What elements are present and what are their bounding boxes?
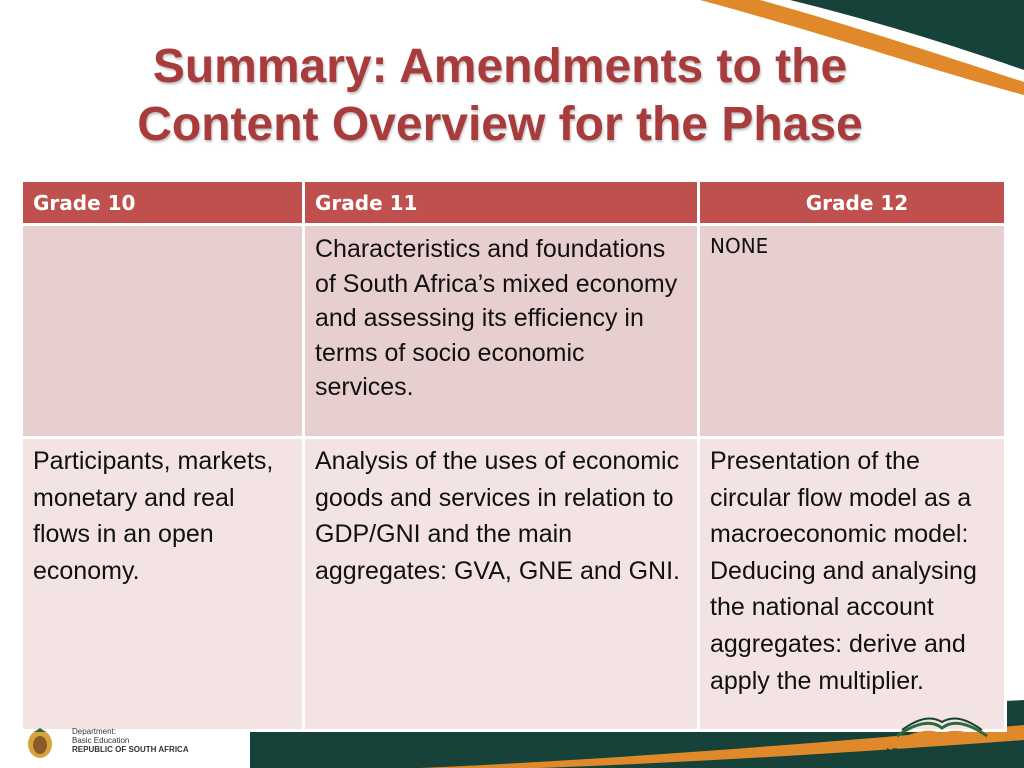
table-cell: NONE <box>699 225 1006 438</box>
table-cell: Characteristics and foundations of South Africa’s mixed economy and assessing its efficiency in terms of socio economic services. <box>304 225 699 438</box>
slide-title <box>40 38 960 154</box>
title-line-1: Summary: Amendments to the <box>152 40 848 93</box>
table-row <box>22 225 1006 438</box>
title-line-2: Content Overview for the Phase <box>137 98 863 151</box>
table-header-row <box>22 181 1006 225</box>
department-name: Department: Basic Education REPUBLIC OF SOUTH AFRICA <box>72 727 189 754</box>
department-logo <box>22 726 222 760</box>
coat-of-arms-icon <box>22 726 58 760</box>
tagline: A Reading Nation is a Leading Nation <box>884 746 1000 766</box>
table-cell: Analysis of the uses of economic goods and services in relation to GDP/GNI and the main aggregates: GVA, GNE and GNI. <box>304 438 699 731</box>
header-grade-11: Grade 11 <box>304 181 699 225</box>
header-grade-10: Grade 10 <box>22 181 304 225</box>
header-grade-12: Grade 12 <box>699 181 1006 225</box>
amendments-table <box>20 179 1007 732</box>
table-row <box>22 438 1006 731</box>
open-book-icon <box>872 712 1012 746</box>
table-cell: Participants, markets, monetary and real flows in an open economy. <box>22 438 304 731</box>
table-cell <box>22 225 304 438</box>
reading-nation-logo <box>872 712 1012 766</box>
table-cell: Presentation of the circular flow model as a macroeconomic model: Deducing and analysing the national account aggregates: derive and apply the multiplier. <box>699 438 1006 731</box>
